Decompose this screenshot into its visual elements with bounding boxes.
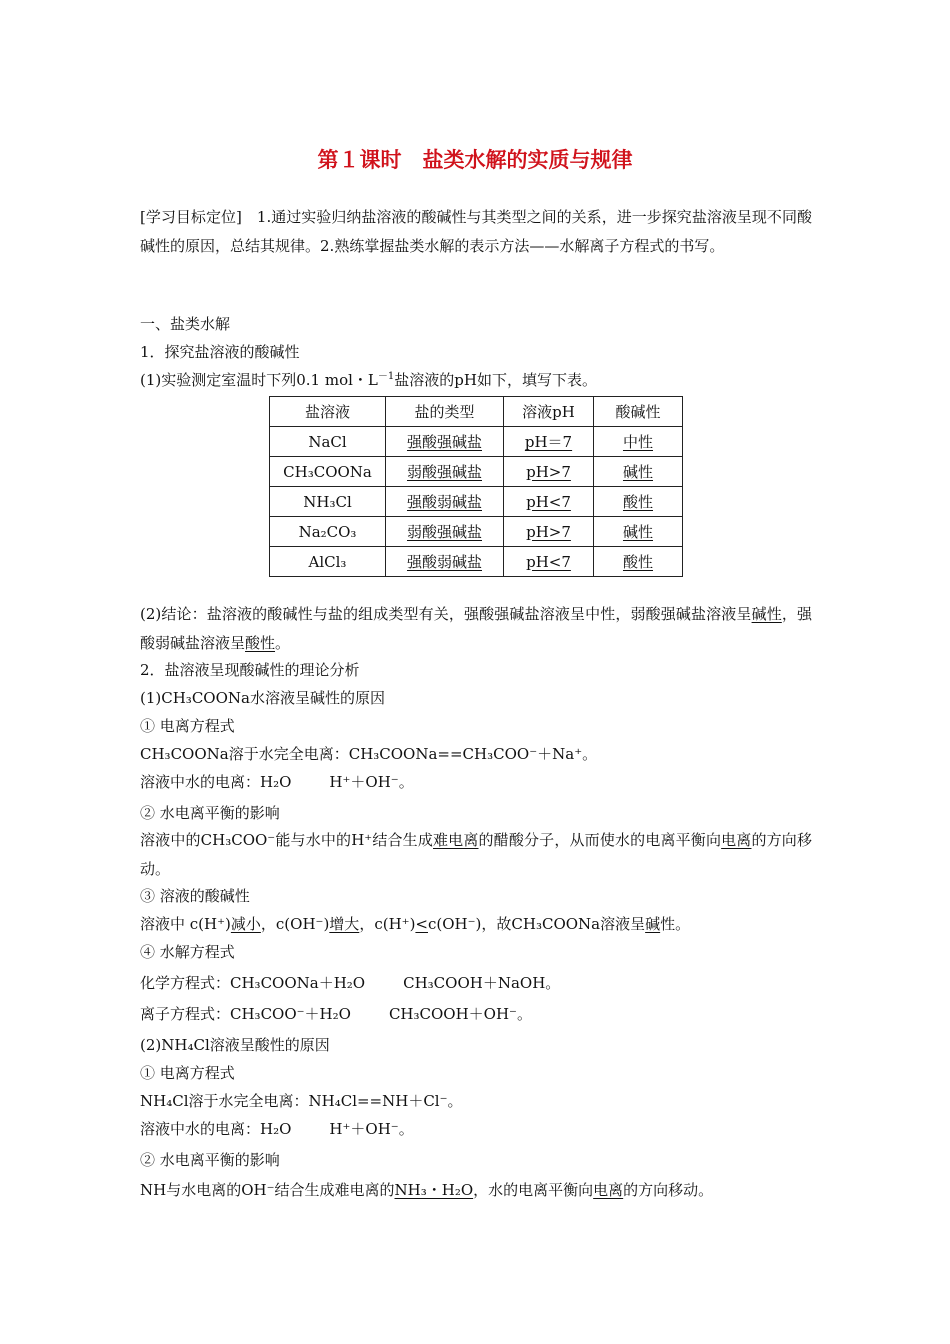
step-heading: ② 水电离平衡的影响: [140, 804, 280, 822]
section-heading: 一、盐类水解: [140, 315, 231, 333]
type-cell: 强酸强碱盐: [406, 433, 482, 451]
nature-cell: 中性: [622, 433, 653, 451]
step-heading: ① 电离方程式: [140, 717, 235, 735]
step-heading: ④ 水解方程式: [140, 943, 235, 961]
salt-cell: NH₃Cl: [270, 487, 386, 517]
nature-cell: 碱性: [622, 463, 653, 481]
column-header: 盐的类型: [386, 397, 504, 427]
nature-cell: 酸性: [622, 553, 653, 571]
equation-line: CH₃COONa溶于水完全电离：CH₃COONa==CH₃COO⁻＋Na⁺。: [140, 745, 598, 763]
ph-cell: pH>7: [526, 462, 571, 481]
objectives-label: [学习目标定位]: [140, 208, 242, 226]
sub-heading: (1)CH₃COONa水溶液呈碱性的原因: [140, 689, 385, 707]
equation-line: 溶液中水的电离：H₂O H⁺＋OH⁻。: [140, 773, 414, 791]
nature-cell: 碱性: [622, 523, 653, 541]
acidity-line: 溶液中 c(H⁺)减小，c(OH⁻)增大，c(H⁺)<c(OH⁻)，故CH₃COONa溶液呈碱性。: [140, 915, 691, 933]
table-row: [270, 457, 683, 487]
table-intro: (1)实验测定室温时下列0.1 mol・$L^{-1}$盐溶液的pH如下，填写下表。: [140, 371, 597, 389]
learning-objectives: [140, 203, 812, 261]
type-cell: 强酸弱碱盐: [406, 493, 482, 511]
column-header: 溶液pH: [504, 397, 594, 427]
equilibrium-paragraph: 溶液中的CH₃COO⁻能与水中的H⁺结合生成难电离的醋酸分子，从而使水的电离平衡向电离的方向移动。: [140, 831, 812, 878]
objectives-text: 1.通过实验归纳盐溶液的酸碱性与其类型之间的关系，进一步探究盐溶液呈现不同酸碱性的原因，总结其规律。2.熟练掌握盐类水解的表示方法——水解离子方程式的书写。: [140, 208, 812, 255]
equilibrium-line: NH与水电离的OH⁻结合生成难电离的NH₃・H₂O，水的电离平衡向电离的方向移动。: [140, 1181, 714, 1199]
ph-cell: pH>7: [526, 522, 571, 541]
nature-cell: 酸性: [622, 493, 653, 511]
equation-line: 离子方程式：CH₃COO⁻＋H₂O CH₃COOH＋OH⁻。: [140, 1005, 532, 1023]
column-header: 酸碱性: [594, 397, 683, 427]
step-heading: ③ 溶液的酸碱性: [140, 887, 250, 905]
salt-table: [269, 396, 683, 577]
step-heading: ① 电离方程式: [140, 1064, 235, 1082]
item-heading: 1．探究盐溶液的酸碱性: [140, 343, 300, 361]
conclusion-paragraph: (2)结论：盐溶液的酸碱性与盐的组成类型有关，强酸强碱盐溶液呈中性，弱酸强碱盐溶液呈碱性，强酸弱碱盐溶液呈酸性。: [140, 605, 812, 652]
salt-cell: NaCl: [270, 427, 386, 457]
ph-cell: pH<7: [526, 492, 571, 511]
type-cell: 弱酸强碱盐: [406, 463, 482, 481]
table-row: [270, 427, 683, 457]
type-cell: 弱酸强碱盐: [406, 523, 482, 541]
step-heading: ② 水电离平衡的影响: [140, 1151, 280, 1169]
item-heading: 2．盐溶液呈现酸碱性的理论分析: [140, 661, 360, 679]
table-row: [270, 547, 683, 577]
ph-cell: pH＝7: [524, 433, 573, 451]
page-title: 第１课时 盐类水解的实质与规律: [317, 148, 633, 172]
salt-cell: Na₂CO₃: [270, 517, 386, 547]
type-cell: 强酸弱碱盐: [406, 553, 482, 571]
equation-line: NH₄Cl溶于水完全电离：NH₄Cl==NH＋Cl⁻。: [140, 1092, 463, 1110]
table-row: [270, 487, 683, 517]
table-header-row: [270, 397, 683, 427]
ph-cell: pH<7: [526, 552, 571, 571]
sub-heading: (2)NH₄Cl溶液呈酸性的原因: [140, 1036, 330, 1054]
equation-line: 化学方程式：CH₃COONa＋H₂O CH₃COOH＋NaOH。: [140, 974, 561, 992]
salt-cell: AlCl₃: [270, 547, 386, 577]
column-header: 盐溶液: [270, 397, 386, 427]
equation-line: 溶液中水的电离：H₂O H⁺＋OH⁻。: [140, 1120, 414, 1138]
table-row: [270, 517, 683, 547]
salt-cell: CH₃COONa: [270, 457, 386, 487]
